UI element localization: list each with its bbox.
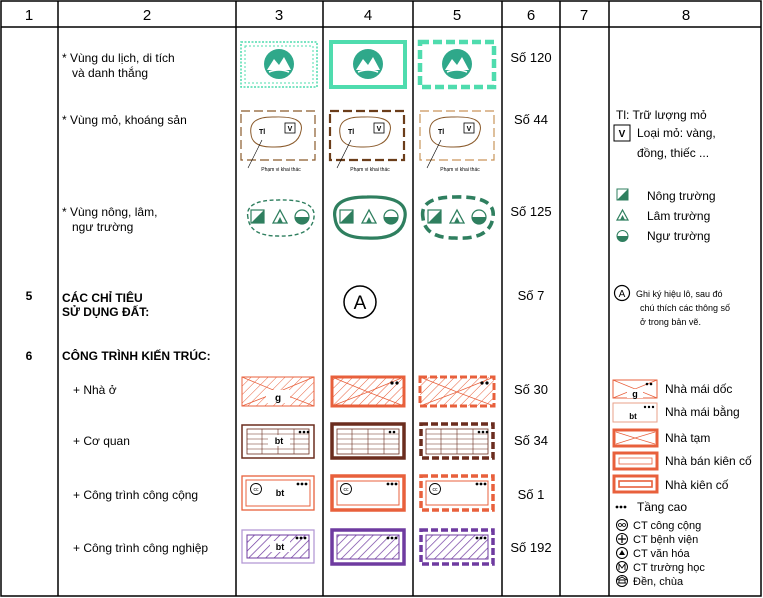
house-code: Số 30 bbox=[514, 382, 548, 397]
public-code: Số 1 bbox=[517, 487, 545, 502]
tourism-code: Số 120 bbox=[510, 50, 552, 65]
house-symbol-col3 bbox=[242, 377, 314, 406]
office-symbol-col3 bbox=[242, 425, 314, 458]
header-col-6: 6 bbox=[526, 7, 536, 24]
mining-code: Số 44 bbox=[514, 112, 548, 127]
note-roof-flat: Nhà mái bằng bbox=[665, 405, 740, 419]
note-mining-type-line1: Loại mỏ: vàng, bbox=[637, 126, 716, 140]
hospital-icon bbox=[617, 534, 628, 545]
house-label: + Nhà ở bbox=[73, 383, 117, 397]
note-farm: Nông trường bbox=[647, 189, 716, 203]
agri-code: Số 125 bbox=[510, 204, 552, 219]
note-floors: Tầng cao bbox=[637, 500, 688, 514]
office-label: + Cơ quan bbox=[73, 434, 130, 448]
note-forest: Lâm trường bbox=[647, 209, 711, 223]
mining-symbol-col3 bbox=[241, 111, 315, 173]
note-mining-type-line2: đồng, thiếc ... bbox=[637, 146, 710, 160]
note-roof-slope: Nhà mái dốc bbox=[665, 382, 733, 396]
temple-icon bbox=[617, 576, 628, 587]
note-roof-flat-mark: bt bbox=[629, 412, 637, 421]
header-col-3: 3 bbox=[274, 7, 284, 24]
note-semi-house: Nhà bán kiên cố bbox=[665, 454, 752, 468]
mining-tl-mark: Tl bbox=[438, 129, 445, 136]
public-cc-mark: cc bbox=[253, 487, 259, 493]
note-mining-reserve: Tl: Trữ lượng mỏ bbox=[616, 108, 707, 122]
note-temple: Đền, chùa bbox=[633, 576, 684, 588]
house-symbol-col5 bbox=[420, 377, 494, 406]
public-mark: bt bbox=[275, 488, 285, 498]
arch-num: 6 bbox=[25, 349, 33, 363]
tourism-label-line1: * Vùng du lịch, di tích bbox=[62, 51, 175, 65]
row-architecture bbox=[26, 348, 211, 363]
note-roof-slope-mark: g bbox=[632, 389, 638, 399]
public-cc-mark: cc bbox=[432, 487, 438, 493]
agri-symbol-col4 bbox=[335, 197, 406, 238]
note-land-line2: chú thích các thông số bbox=[640, 303, 731, 313]
semi-house-icon bbox=[614, 453, 657, 469]
landscape-icon bbox=[442, 49, 472, 79]
solid-house-icon bbox=[614, 476, 657, 492]
header-col-5: 5 bbox=[452, 7, 462, 24]
mining-caption: Phạm vi khai thác bbox=[261, 167, 301, 173]
header-col-8: 8 bbox=[681, 7, 691, 24]
forest-icon bbox=[617, 210, 628, 220]
landscape-icon bbox=[353, 49, 383, 79]
farm-forest-fish-icons bbox=[340, 210, 398, 224]
agri-label-line1: * Vùng nông, lâm, bbox=[62, 205, 158, 219]
header-row bbox=[25, 7, 690, 24]
agri-symbol-col5 bbox=[423, 197, 494, 238]
mining-symbol-col4 bbox=[330, 111, 404, 173]
mining-v-mark: V bbox=[466, 126, 472, 133]
agri-label-line2: ngư trường bbox=[72, 220, 134, 234]
note-mining-v: V bbox=[618, 129, 626, 140]
industry-symbol-col4 bbox=[332, 530, 404, 564]
industry-symbol-col3 bbox=[242, 530, 314, 563]
public-symbol-col3 bbox=[242, 476, 314, 510]
mining-v-mark: V bbox=[287, 126, 293, 133]
public-icon bbox=[617, 520, 628, 531]
header-col-4: 4 bbox=[363, 7, 373, 24]
tourism-label-line2: và danh thắng bbox=[72, 66, 149, 80]
mining-tl-mark: Tl bbox=[259, 129, 266, 136]
temp-house-icon bbox=[614, 430, 657, 446]
header-col-7: 7 bbox=[579, 7, 589, 24]
mining-v-mark: V bbox=[376, 126, 382, 133]
office-symbol-col5 bbox=[421, 424, 493, 458]
mining-label: * Vùng mỏ, khoáng sản bbox=[62, 113, 187, 127]
land-symbol: A bbox=[353, 293, 367, 314]
mining-symbol-col5 bbox=[420, 111, 494, 173]
row-land-use bbox=[26, 286, 545, 319]
culture-icon bbox=[617, 548, 628, 559]
industry-symbol-col5 bbox=[421, 530, 493, 564]
landscape-icon bbox=[264, 49, 294, 79]
agri-symbol-col3 bbox=[248, 200, 315, 236]
header-col-2: 2 bbox=[142, 7, 152, 24]
note-land-line3: ở trong bản vẽ. bbox=[640, 317, 701, 327]
tourism-symbol-col4 bbox=[331, 42, 405, 87]
public-symbol-col5 bbox=[421, 476, 493, 510]
public-label: + Công trình công cộng bbox=[73, 488, 199, 502]
note-land-symbol: A bbox=[618, 289, 626, 300]
land-code: Số 7 bbox=[517, 288, 545, 303]
office-symbol-col4 bbox=[332, 424, 404, 458]
industry-label: + Công trình công nghiệp bbox=[73, 541, 209, 555]
note-hospital: CT bệnh viện bbox=[633, 534, 699, 546]
note-school: CT trường học bbox=[633, 562, 705, 574]
tourism-symbol-col5 bbox=[420, 42, 494, 87]
note-culture: CT văn hóa bbox=[633, 548, 690, 560]
office-mark: bt bbox=[274, 436, 284, 446]
farm-forest-fish-icons bbox=[251, 210, 309, 224]
header-col-1: 1 bbox=[24, 7, 34, 24]
mining-tl-mark: Tl bbox=[348, 129, 355, 136]
note-temp-house: Nhà tạm bbox=[665, 431, 711, 445]
floors-dots-icon bbox=[616, 506, 627, 509]
land-label-line1: CÁC CHỈ TIÊU bbox=[62, 291, 143, 305]
notes-column bbox=[613, 108, 752, 588]
tourism-symbol-col3 bbox=[241, 42, 317, 87]
mining-caption: Phạm vi khai thác bbox=[350, 167, 390, 173]
industry-code: Số 192 bbox=[510, 540, 552, 555]
note-land-line1: Ghi ký hiệu lô, sau đó bbox=[636, 289, 723, 299]
house-symbol-col4 bbox=[332, 377, 404, 406]
note-public: CT công cộng bbox=[633, 520, 702, 532]
fish-icon bbox=[617, 231, 628, 242]
note-solid-house: Nhà kiên cố bbox=[665, 478, 729, 492]
land-num: 5 bbox=[25, 289, 33, 303]
land-label-line2: SỬ DỤNG ĐẤT: bbox=[62, 305, 150, 319]
industry-mark: bt bbox=[275, 542, 285, 552]
arch-label: CÔNG TRÌNH KIẾN TRÚC: bbox=[62, 349, 211, 363]
public-symbol-col4 bbox=[332, 476, 404, 510]
public-cc-mark: cc bbox=[343, 487, 349, 493]
note-fish: Ngư trường bbox=[647, 229, 711, 243]
house-mark: g bbox=[274, 393, 282, 404]
mining-caption: Phạm vi khai thác bbox=[440, 167, 480, 173]
row-tourism bbox=[62, 50, 552, 80]
office-code: Số 34 bbox=[514, 433, 548, 448]
school-icon bbox=[617, 562, 628, 573]
farm-icon bbox=[617, 189, 628, 200]
farm-forest-fish-icons bbox=[428, 210, 486, 224]
